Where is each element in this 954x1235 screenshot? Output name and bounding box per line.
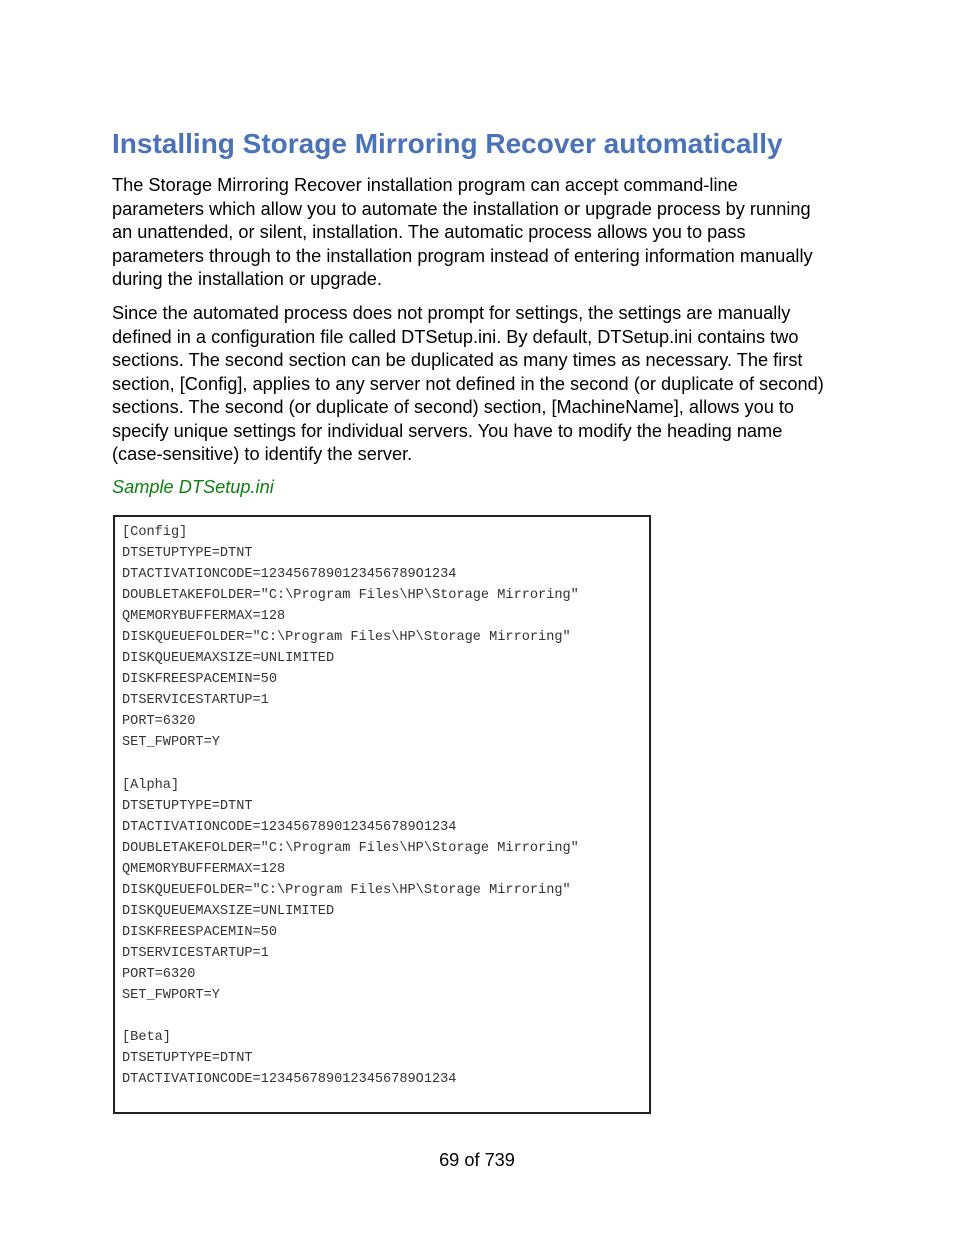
intro-paragraph [112, 174, 844, 292]
code-line: [Config] [122, 525, 188, 540]
paragraph-line: section, [Config], applies to any server not defined in the second (or duplicate of second) [112, 373, 824, 394]
paragraph-line: (case-sensitive) to identify the server. [112, 444, 413, 464]
code-line: [Beta] [122, 1030, 171, 1046]
code-line: SET_FWPORT=Y [122, 735, 220, 751]
paragraph-line: sections. The second (or duplicate of second) section, [MachineName], allows you to [112, 397, 795, 417]
code-line: DISKQUEUEFOLDER="C:\Program Files\HP\Storage Mirroring" [122, 630, 571, 646]
code-line: DOUBLETAKEFOLDER="C:\Program Files\HP\Storage Mirroring" [122, 840, 579, 856]
paragraph-line: during the installation or upgrade. [112, 269, 382, 289]
paragraph-line: parameters through to the installation program instead of entering information manually [112, 245, 813, 266]
code-line: DTACTIVATIONCODE=1234567890123456789O1234 [122, 1072, 457, 1088]
code-line: DISKFREESPACEMIN=50 [122, 672, 277, 688]
code-line: DISKQUEUEMAXSIZE=UNLIMITED [122, 651, 335, 667]
code-line: [Alpha] [122, 777, 180, 793]
code-line: PORT=6320 [122, 714, 196, 730]
code-line [122, 1006, 649, 1027]
code-line: QMEMORYBUFFERMAX=128 [122, 861, 286, 877]
paragraph-line: defined in a configuration file called DTSetup.ini. By default, DTSetup.ini contains two [112, 326, 799, 347]
code-line: PORT=6320 [122, 966, 196, 982]
code-line: DTSETUPTYPE=DTNT [122, 798, 253, 814]
paragraph-line: specify unique settings for individual servers. You have to modify the heading name [112, 420, 783, 441]
code-sample-box [113, 515, 651, 1114]
code-line: DTSERVICESTARTUP=1 [122, 693, 269, 709]
code-line: DISKQUEUEFOLDER="C:\Program Files\HP\Storage Mirroring" [122, 882, 571, 898]
code-line: DTACTIVATIONCODE=1234567890123456789O1234 [122, 567, 457, 583]
code-line: SET_FWPORT=Y [122, 988, 220, 1004]
paragraph-line: The Storage Mirroring Recover installation program can accept command-line [112, 175, 738, 195]
sample-caption: Sample DTSetup.ini [112, 477, 274, 497]
paragraph-line: parameters which allow you to automate the installation or upgrade process by running [112, 198, 811, 219]
code-line: DOUBLETAKEFOLDER="C:\Program Files\HP\Storage Mirroring" [122, 588, 579, 604]
code-line: DISKFREESPACEMIN=50 [122, 924, 277, 940]
page-title: Installing Storage Mirroring Recover automatically [112, 128, 783, 159]
paragraph-line: an unattended, or silent, installation. The automatic process allows you to pass [112, 222, 746, 242]
code-line: DISKQUEUEMAXSIZE=UNLIMITED [122, 903, 335, 919]
page-number: 69 of 739 [439, 1150, 515, 1170]
code-line: DTSETUPTYPE=DTNT [122, 546, 253, 562]
code-line: QMEMORYBUFFERMAX=128 [122, 609, 286, 625]
paragraph-line: Since the automated process does not prompt for settings, the settings are manually [112, 303, 791, 323]
config-paragraph [112, 302, 844, 467]
code-line [122, 754, 649, 775]
code-line: DTSERVICESTARTUP=1 [122, 945, 269, 961]
code-line: DTSETUPTYPE=DTNT [122, 1051, 253, 1067]
paragraph-line: sections. The second section can be duplicated as many times as necessary. The first [112, 350, 803, 370]
code-line: DTACTIVATIONCODE=1234567890123456789O1234 [122, 819, 457, 835]
